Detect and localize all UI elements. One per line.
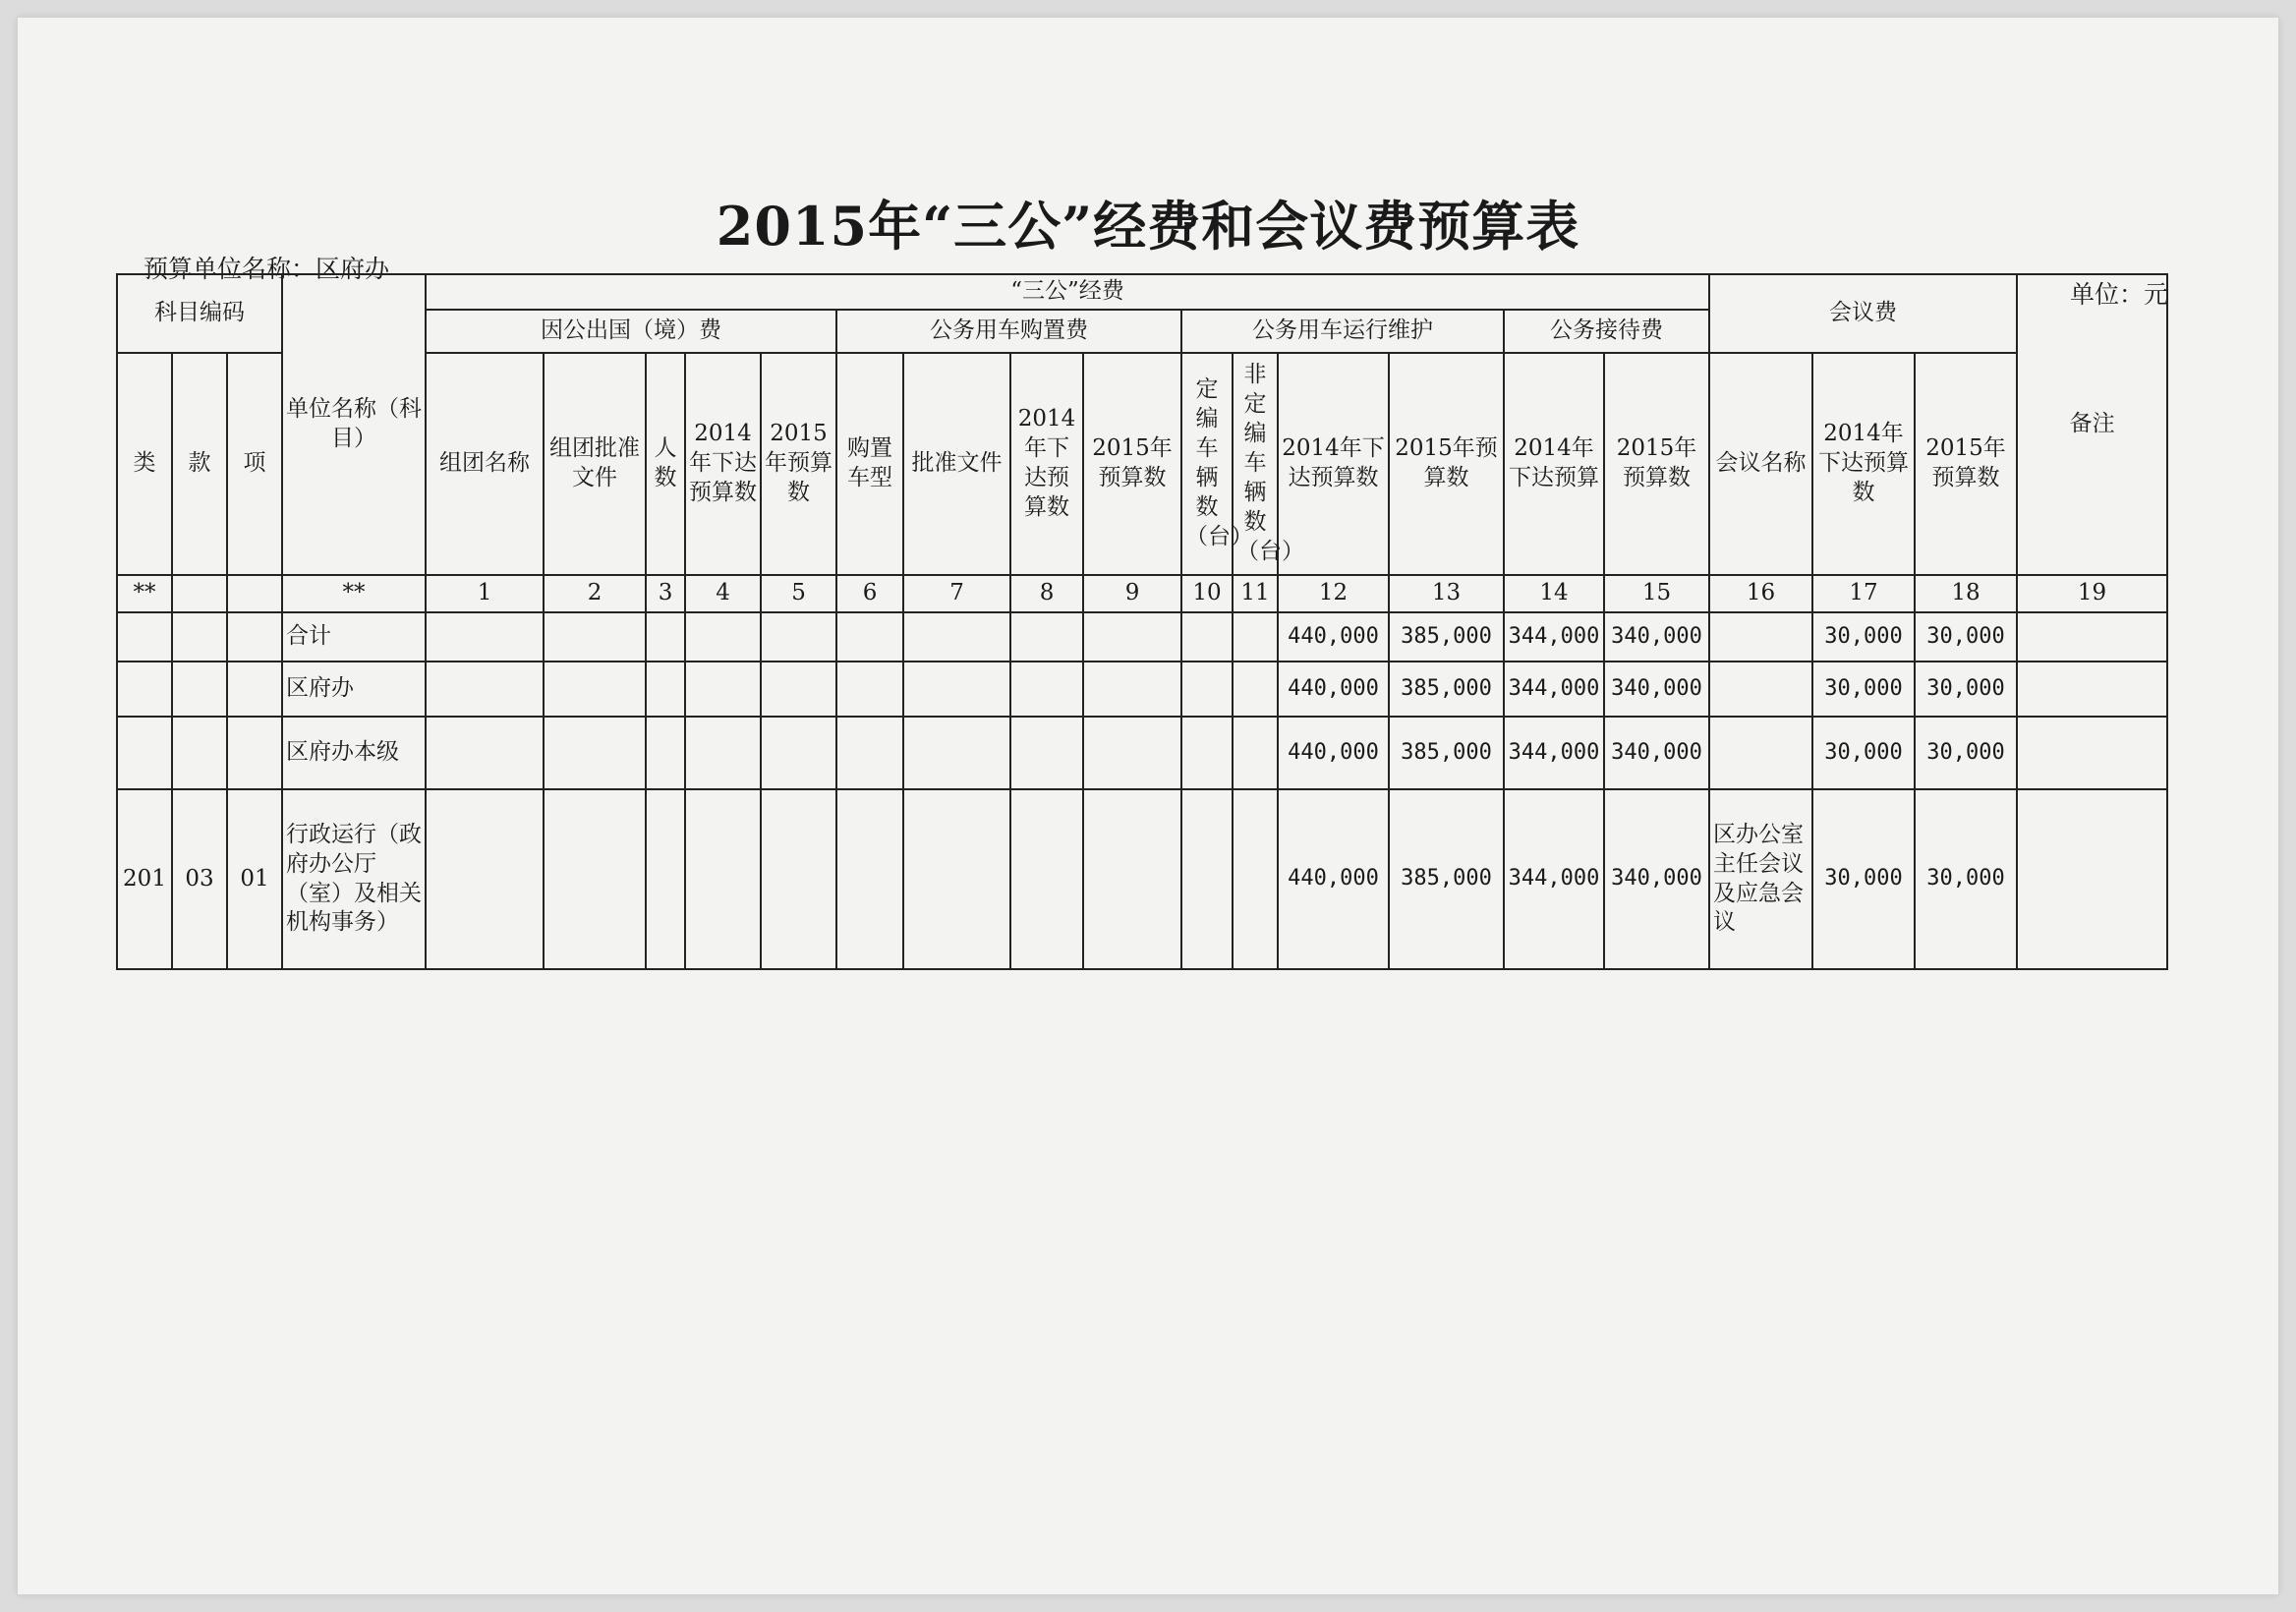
index-empty-cell	[227, 575, 282, 612]
xiang-header: 项	[227, 353, 282, 575]
col-6-header: 购置车型	[836, 353, 903, 575]
index-cell: 10	[1181, 575, 1233, 612]
value-cell: 30,000	[1812, 612, 1915, 662]
col-1-header: 组团名称	[426, 353, 544, 575]
xiang-cell	[227, 662, 282, 717]
remark-cell	[2017, 662, 2167, 717]
value-cell: 30,000	[1812, 662, 1915, 717]
col-10-header: 定编车辆数（台）	[1181, 353, 1233, 575]
index-cell: 12	[1278, 575, 1389, 612]
value-cell: 385,000	[1389, 789, 1504, 969]
meeting-fee-header: 会议费	[1709, 274, 2017, 353]
col-14-header: 2014年下达预算	[1504, 353, 1604, 575]
index-empty-cell	[172, 575, 227, 612]
col-13-header: 2015年预算数	[1389, 353, 1504, 575]
xiang-cell	[227, 717, 282, 789]
subject-code-header: 科目编码	[117, 274, 282, 353]
lei-cell	[117, 717, 172, 789]
row-name-cell: 合计	[282, 612, 426, 662]
index-cell: 3	[646, 575, 685, 612]
col-17-header: 2014年下达预算数	[1812, 353, 1915, 575]
value-cell: 440,000	[1278, 789, 1389, 969]
table-row	[117, 662, 2167, 717]
value-cell: 385,000	[1389, 612, 1504, 662]
budget-unit-name: 预算单位名称：区府办	[144, 255, 390, 283]
index-cell: 11	[1233, 575, 1278, 612]
value-cell: 340,000	[1604, 789, 1709, 969]
lei-cell	[117, 662, 172, 717]
value-cell: 344,000	[1504, 662, 1604, 717]
reception-fee-header: 公务接待费	[1504, 310, 1709, 353]
meeting-name-cell	[1709, 612, 1812, 662]
table-row	[117, 612, 2167, 662]
car-purchase-header: 公务用车购置费	[836, 310, 1181, 353]
value-cell: 344,000	[1504, 789, 1604, 969]
index-cell: 2	[544, 575, 646, 612]
kuan-cell	[172, 612, 227, 662]
col-9-header: 2015年预算数	[1083, 353, 1181, 575]
index-cell: 1	[426, 575, 544, 612]
row-name-cell: 行政运行（政府办公厅（室）及相关机构事务）	[282, 789, 426, 969]
index-cell: 16	[1709, 575, 1812, 612]
index-star-cell: **	[117, 575, 172, 612]
col-15-header: 2015年预算数	[1604, 353, 1709, 575]
index-cell: 18	[1915, 575, 2017, 612]
value-cell: 30,000	[1812, 789, 1915, 969]
index-cell: 14	[1504, 575, 1604, 612]
lei-cell	[117, 612, 172, 662]
value-cell: 30,000	[1915, 789, 2017, 969]
index-cell: 7	[903, 575, 1010, 612]
value-cell: 30,000	[1915, 662, 2017, 717]
budget-table	[116, 273, 2168, 970]
meeting-name-cell: 区办公室主任会议及应急会议	[1709, 789, 1812, 969]
currency-unit-label: 单位：元	[2069, 280, 2168, 309]
value-cell: 385,000	[1389, 717, 1504, 789]
row-name-cell: 区府办本级	[282, 717, 426, 789]
value-cell: 344,000	[1504, 717, 1604, 789]
meeting-name-cell	[1709, 662, 1812, 717]
index-cell: 9	[1083, 575, 1181, 612]
value-cell: 340,000	[1604, 717, 1709, 789]
value-cell: 30,000	[1915, 717, 2017, 789]
kuan-cell: 03	[172, 789, 227, 969]
kuan-cell	[172, 717, 227, 789]
row-name-cell: 区府办	[282, 662, 426, 717]
index-star-cell: **	[282, 575, 426, 612]
col-11-header: 非定编车辆数（台）	[1233, 353, 1278, 575]
lei-cell: 201	[117, 789, 172, 969]
xiang-cell: 01	[227, 789, 282, 969]
value-cell: 30,000	[1915, 612, 2017, 662]
meeting-name-cell	[1709, 717, 1812, 789]
header-row-1	[117, 274, 2167, 310]
remark-cell	[2017, 789, 2167, 969]
index-cell: 6	[836, 575, 903, 612]
remark-cell	[2017, 717, 2167, 789]
value-cell: 344,000	[1504, 612, 1604, 662]
xiang-cell	[227, 612, 282, 662]
remark-cell	[2017, 612, 2167, 662]
col-8-header: 2014年下达预算数	[1010, 353, 1083, 575]
index-cell: 13	[1389, 575, 1504, 612]
index-cell: 17	[1812, 575, 1915, 612]
abroad-fee-header: 因公出国（境）费	[426, 310, 836, 353]
car-maintenance-header: 公务用车运行维护	[1181, 310, 1504, 353]
value-cell: 385,000	[1389, 662, 1504, 717]
index-cell: 15	[1604, 575, 1709, 612]
index-cell: 8	[1010, 575, 1083, 612]
remarks-header: 备注	[2017, 274, 2167, 575]
sangong-header: “三公”经费	[426, 274, 1709, 310]
table-row	[117, 789, 2167, 969]
col-3-header: 人数	[646, 353, 685, 575]
value-cell: 440,000	[1278, 717, 1389, 789]
index-cell: 5	[761, 575, 836, 612]
col-18-header: 2015年预算数	[1915, 353, 2017, 575]
col-7-header: 批准文件	[903, 353, 1010, 575]
value-cell: 340,000	[1604, 662, 1709, 717]
unit-name-header: 单位名称（科目）	[282, 274, 426, 575]
value-cell: 30,000	[1812, 717, 1915, 789]
index-row	[117, 575, 2167, 612]
col-12-header: 2014年下达预算数	[1278, 353, 1389, 575]
page-title: 2015年“三公”经费和会议费预算表	[716, 195, 1580, 258]
value-cell: 440,000	[1278, 612, 1389, 662]
col-5-header: 2015年预算数	[761, 353, 836, 575]
table-row	[117, 717, 2167, 789]
col-4-header: 2014年下达预算数	[685, 353, 761, 575]
value-cell: 440,000	[1278, 662, 1389, 717]
kuan-header: 款	[172, 353, 227, 575]
kuan-cell	[172, 662, 227, 717]
index-cell: 19	[2017, 575, 2167, 612]
col-2-header: 组团批准文件	[544, 353, 646, 575]
index-cell: 4	[685, 575, 761, 612]
value-cell: 340,000	[1604, 612, 1709, 662]
lei-header: 类	[117, 353, 172, 575]
col-16-header: 会议名称	[1709, 353, 1812, 575]
